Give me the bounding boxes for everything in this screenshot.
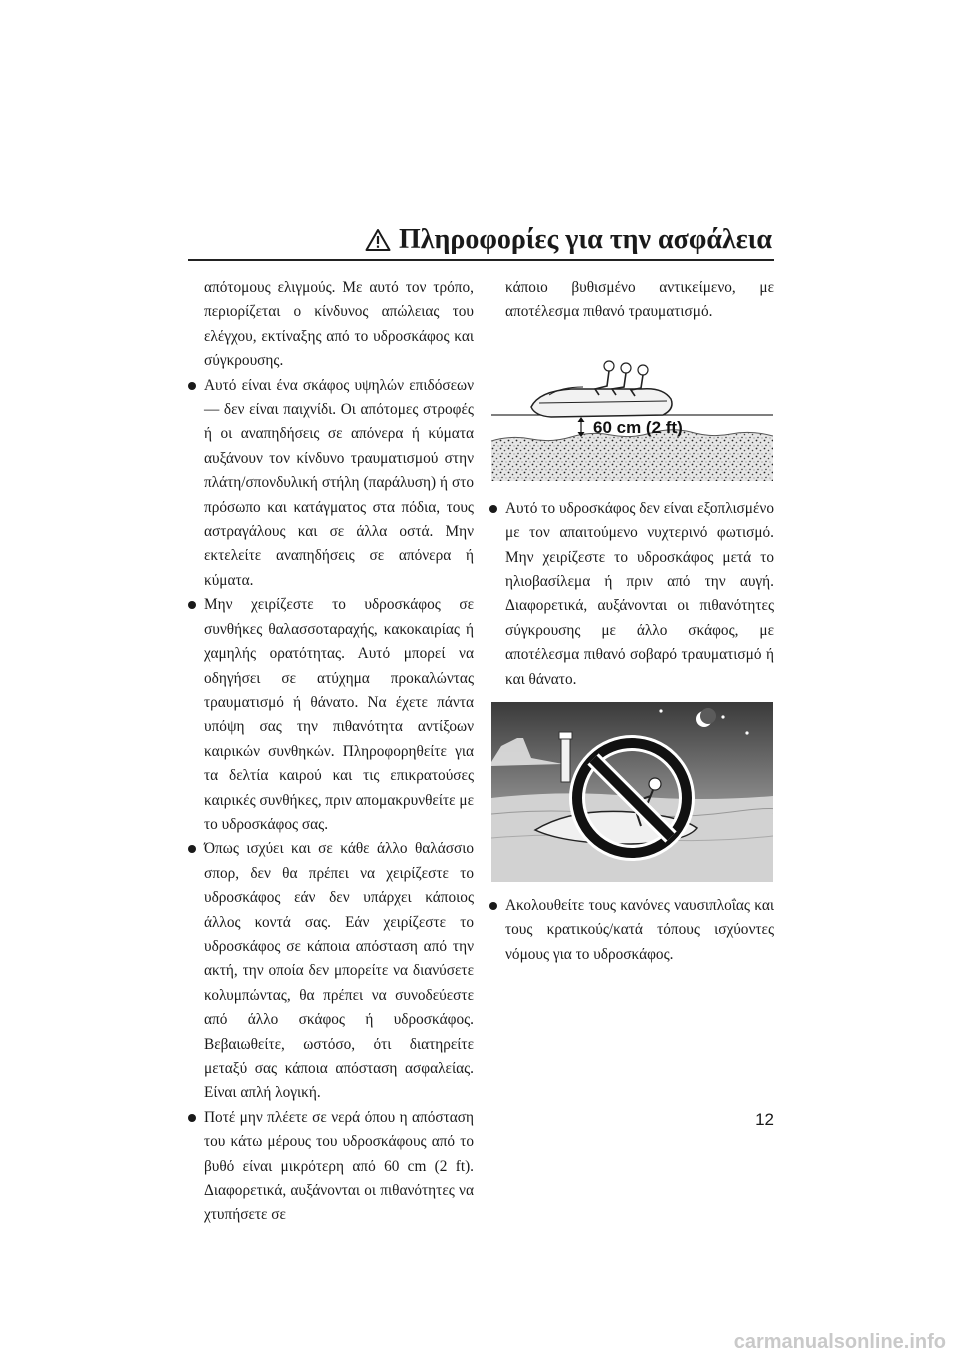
bullet-text: Ακολουθείτε τους κανόνες ναυσιπλοΐας και τους κρατικούς/κατά τόπους ισχύοντες νόμους για το υδροσκάφος. xyxy=(505,897,774,963)
no-night-riding-icon xyxy=(491,702,773,882)
header-title-text: Πληροφορίες για την ασφάλεια xyxy=(398,224,772,255)
bullet-text: Αυτό είναι ένα σκάφος υψηλών επιδόσεων— δεν είναι παιχνίδι. Οι απότομες στροφές ή οι αναπηδήσεις σε απόνερα ή κύματα αυξάνουν τον κίνδυνο τραυματισμού στην πλάτη/σπονδυλική στήλη (παράλυση) ή στο πρόσωπο και κατάγματος στα πόδια, τους αστραγάλους και σε άλλα οστά. Μην εκτελείτε αναπηδήσεις σε απόνερα ή κύματα. xyxy=(204,376,474,589)
bullet-high-performance xyxy=(188,374,474,594)
right-intro-paragraph: κάποιο βυθισμένο αντικείμενο, με αποτέλεσμα πιθανό τραυματισμό. xyxy=(505,279,774,321)
right-column xyxy=(489,276,774,967)
bullet-navigation-rules xyxy=(489,894,774,967)
bullet-text: Όπως ισχύει και σε κάθε άλλο θαλάσσιο σπορ, δεν θα πρέπει να χειρίζεστε το υδροσκάφος εάν δεν υπάρχει κάποιος άλλος κοντά σας. Εάν χειρίζεστε το υδροσκάφος σε κάποια απόσταση από την ακτή, την οποία δεν μπορείτε να διανύσετε κολυμπώντας, θα πρέπει να συνοδεύεστε από άλλο σκάφος ή υδροσκάφος. Βεβαιωθείτε, ωστόσο, ότι διατηρείτε μεταξύ σας κάποια απόσταση ασφαλείας. Είναι απλή λογική. xyxy=(204,840,474,1102)
header-title xyxy=(365,224,772,256)
bullet-shallow-water xyxy=(188,1106,474,1228)
bullet-dot xyxy=(188,1114,196,1122)
watercraft-with-riders xyxy=(531,361,672,417)
left-intro-paragraph: απότομους ελιγμούς. Με αυτό τον τρόπο, περιορίζεται ο κίνδυνος απώλειας του ελέγχου, εκτίναξης από το υδροσκάφος και σύγκρουσης. xyxy=(204,279,474,370)
bullet-dot xyxy=(489,902,497,910)
bullet-text: Ποτέ μην πλέετε σε νερά όπου η απόσταση του κάτω μέρους του υδροσκάφους από το βυθό είναι μικρότερη από 60 cm (2 ft). Διαφορετικά, αυξάνονται οι πιθανότητες να χτυπήσετε σε xyxy=(204,1108,474,1224)
watermark: carmanualsonline.info xyxy=(733,1331,946,1353)
bullet-never-alone xyxy=(188,837,474,1105)
bullet-dot xyxy=(188,601,196,609)
page-number: 12 xyxy=(755,1110,774,1129)
bullet-text: Αυτό το υδροσκάφος δεν είναι εξοπλισμένο με τον απαιτούμενο νυχτερινό φωτισμό. Μην χειρίζεστε το υδροσκάφος μετά το ηλιοβασίλεμα ή πριν από την αυγή. Διαφορετικά, αυξάνονται οι πιθανότητες σύγκρουσης με άλλο σκάφος, με αποτέλεσμα πιθανό σοβαρό τραυματισμό ή και θάνατο. xyxy=(505,499,774,688)
bullet-text: Μην χειρίζεστε το υδροσκάφος σε συνθήκες θαλασσοταραχής, κακοκαιρίας ή χαμηλής ορατότητας. Αυτό μπορεί να οδηγήσει σε ατύχημα προκαλώντας τραυματισμό ή θάνατο. Να έχετε πάντα υπόψη σας την πιθανότητα αντίξοων καιρικών συνθηκών. Πληροφορηθείτε για τα δελτία καιρού και τις επικρατούσες καιρικές συνθήκες, πριν απομακρυνθείτε με το υδροσκάφος σας. xyxy=(204,596,474,833)
page-header xyxy=(188,221,774,261)
bullet-dot xyxy=(489,505,497,513)
depth-label: 60 cm (2 ft) xyxy=(593,417,683,437)
left-column xyxy=(188,276,474,1228)
warning-triangle-icon xyxy=(365,228,391,252)
bullet-dot xyxy=(188,382,196,390)
bullet-weather xyxy=(188,593,474,837)
bullet-dot xyxy=(188,845,196,853)
bullet-night-lighting xyxy=(489,497,774,692)
shallow-water-figure xyxy=(491,359,773,481)
